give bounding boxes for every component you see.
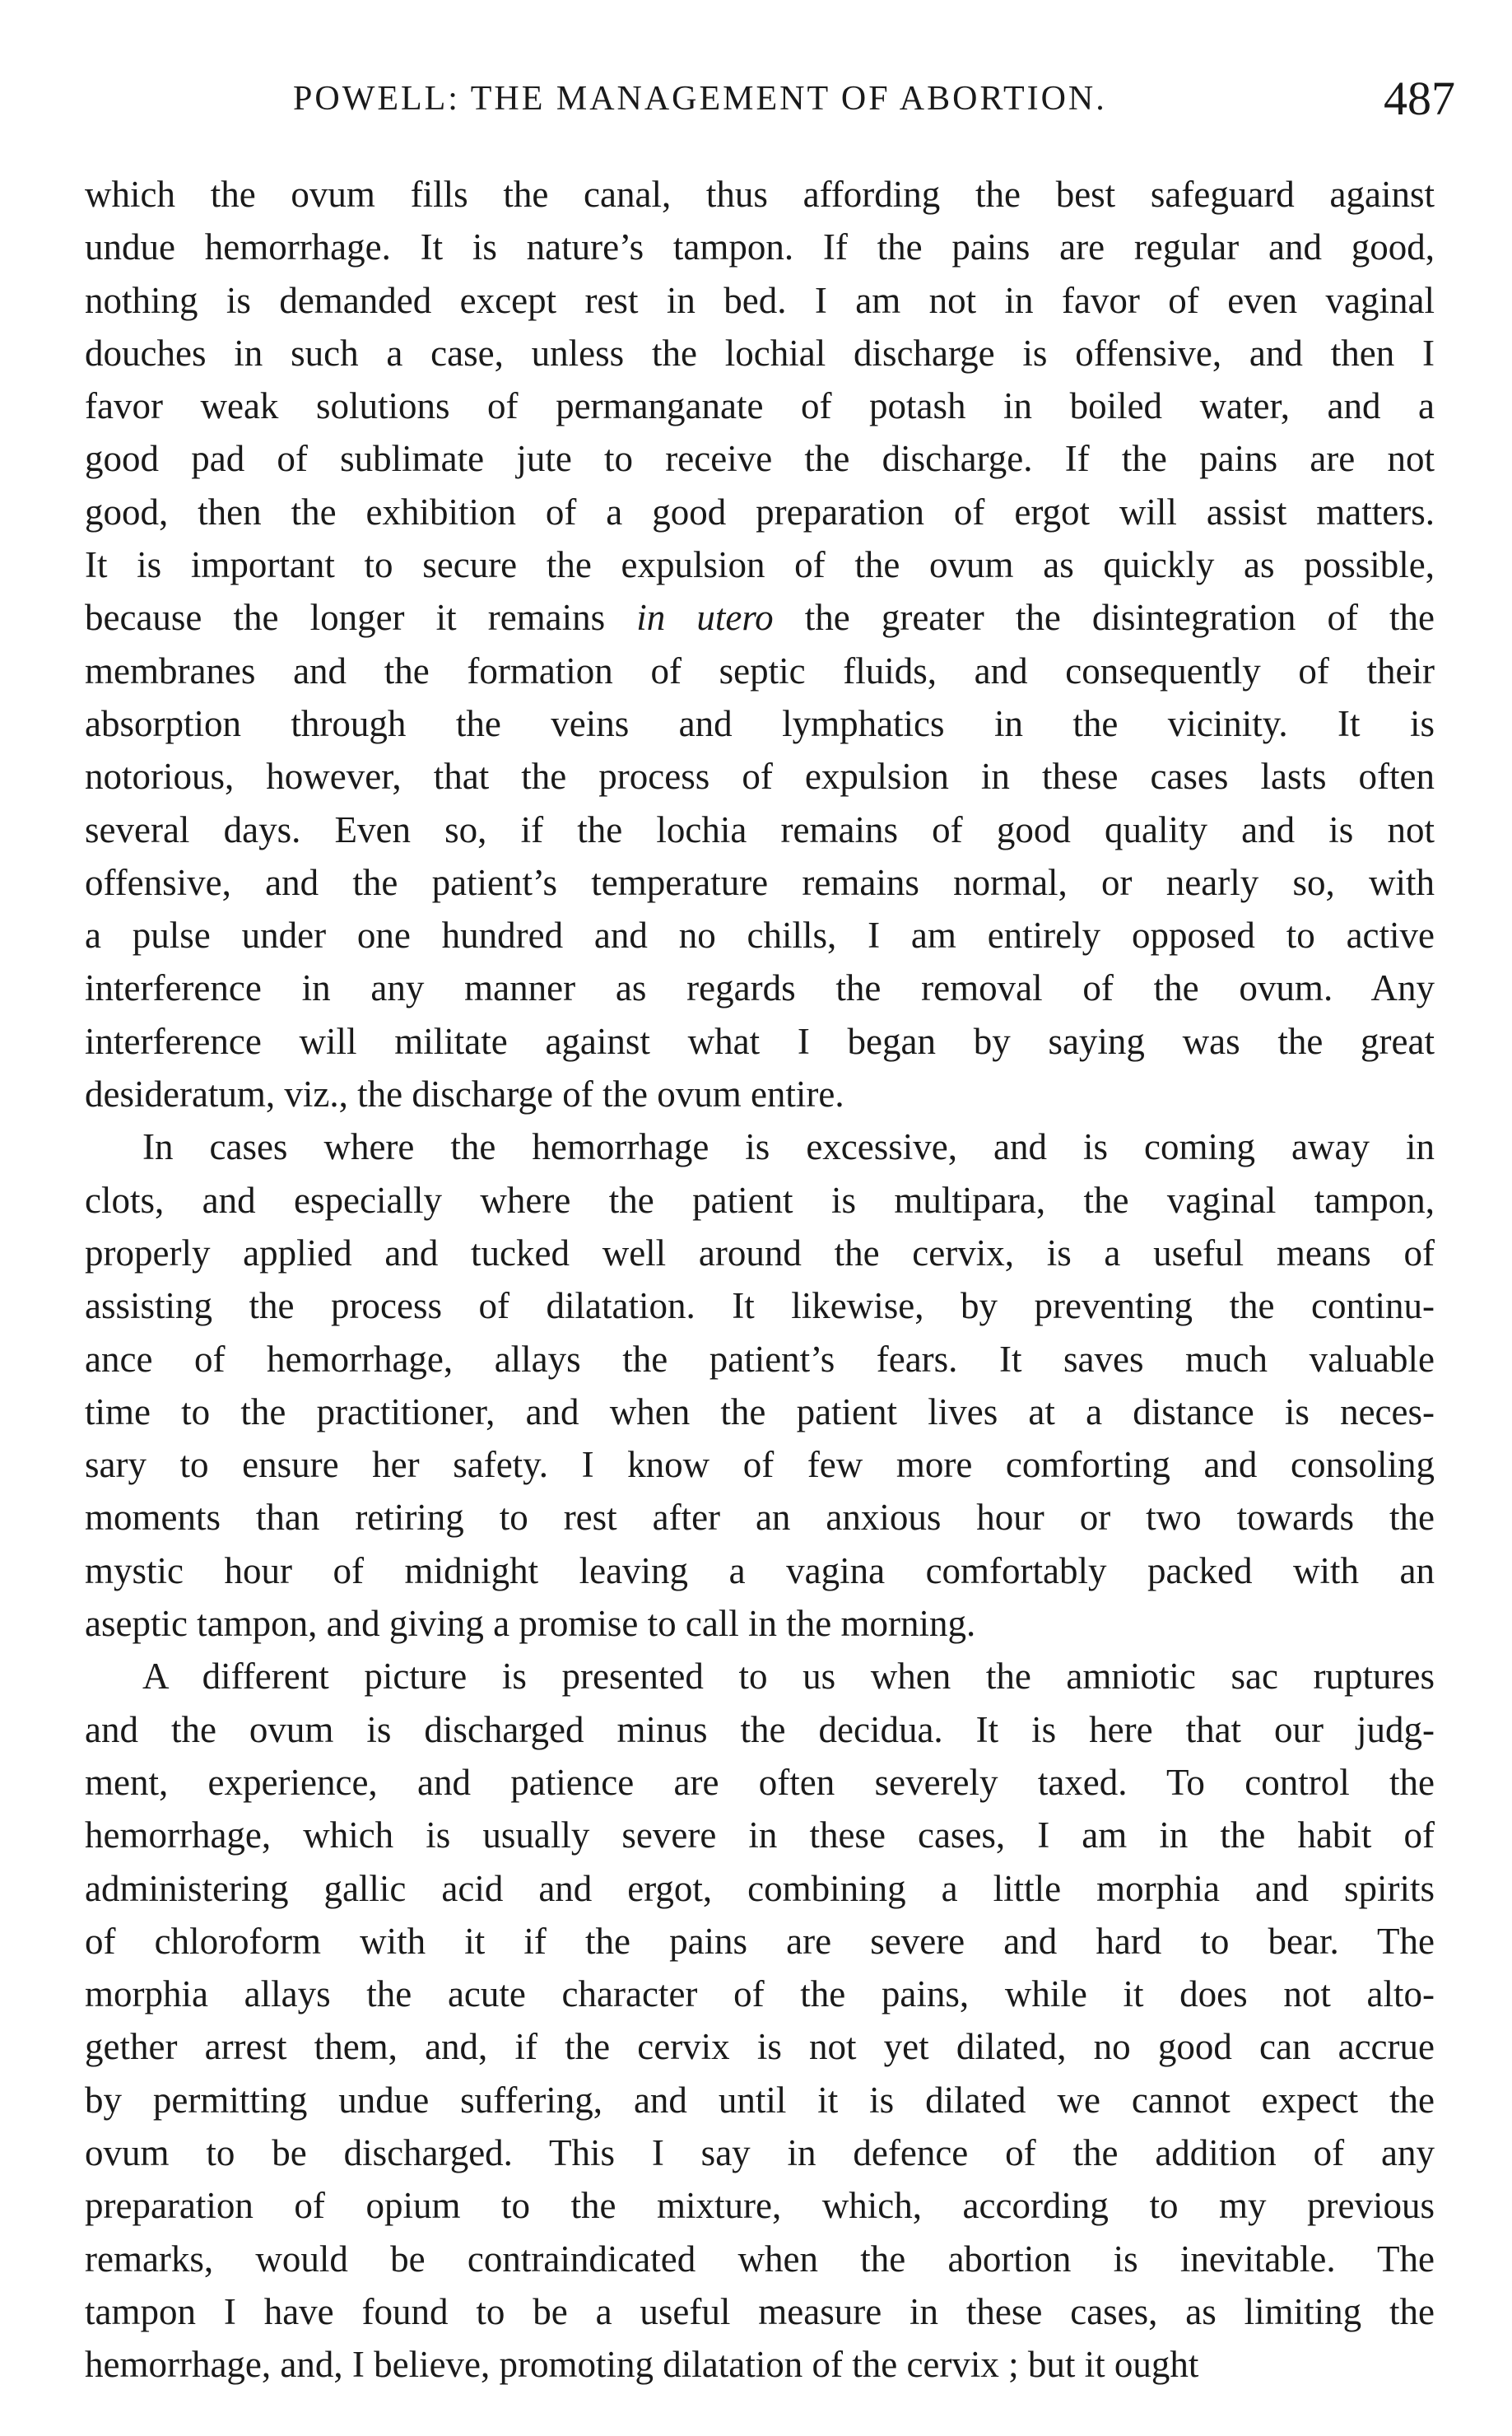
running-header (82, 71, 1482, 128)
text-line: favor weak solutions of permanganate of potash in boiled water, and a (85, 385, 1435, 427)
text-line: and the ovum is discharged minus the decidua. It is here that our judg- (85, 1708, 1435, 1750)
body-text (85, 168, 1435, 2391)
text-line: good, then the exhibition of a good preparation of ergot will assist matters. (85, 491, 1435, 533)
text-line: gether arrest them, and, if the cervix is not yet dilated, no good can accrue (85, 2026, 1435, 2068)
text-line: absorption through the veins and lymphatics in the vicinity. It is (85, 702, 1435, 744)
text-line: It is important to secure the expulsion of the ovum as quickly as possible, (85, 544, 1435, 586)
text-line: undue hemorrhage. It is nature’s tampon. If the pains are regular and good, (85, 226, 1435, 268)
text-line: interference in any manner as regards the removal of the ovum. Any (85, 967, 1435, 1009)
text-line: ovum to be discharged. This I say in defence of the addition of any (85, 2131, 1435, 2173)
text-line: douches in such a case, unless the lochial discharge is offensive, and then I (85, 332, 1435, 374)
text-line: good pad of sublimate jute to receive the discharge. If the pains are not (85, 438, 1435, 480)
text-line: because the longer it remains in utero the greater the disintegration of the (85, 597, 1435, 639)
text-line: ance of hemorrhage, allays the patient’s fears. It saves much valuable (85, 1338, 1435, 1380)
text-line: remarks, would be contraindicated when the abortion is inevitable. The (85, 2238, 1435, 2280)
text-line: properly applied and tucked well around the cervix, is a useful means of (85, 1232, 1435, 1274)
text-line: hemorrhage, which is usually severe in these cases, I am in the habit of (85, 1814, 1435, 1856)
text-line: assisting the process of dilatation. It likewise, by preventing the continu- (85, 1285, 1435, 1327)
text-line: A different picture is presented to us when the amniotic sac ruptures (142, 1656, 1435, 1698)
text-line: by permitting undue suffering, and until it is dilated we cannot expect the (85, 2079, 1435, 2121)
text-line: In cases where the hemorrhage is excessive, and is coming away in (142, 1126, 1435, 1168)
text-line: morphia allays the acute character of the pains, while it does not alto- (85, 1973, 1435, 2015)
text-line: desideratum, viz., the discharge of the ovum entire. (85, 1074, 844, 1116)
text-line: moments than retiring to rest after an anxious hour or two towards the (85, 1497, 1435, 1539)
running-title: POWELL: THE MANAGEMENT OF ABORTION. (293, 80, 1107, 118)
text-line: mystic hour of midnight leaving a vagina comfortably packed with an (85, 1549, 1435, 1591)
italic-phrase: in utero (636, 597, 774, 639)
text-line: of chloroform with it if the pains are severe and hard to bear. The (85, 1920, 1435, 1962)
text-line: time to the practitioner, and when the patient lives at a distance is neces- (85, 1390, 1435, 1432)
text-line: preparation of opium to the mixture, which, according to my previous (85, 2185, 1435, 2227)
text-line: clots, and especially where the patient is multipara, the vaginal tampon, (85, 1179, 1435, 1221)
text-line: interference will militate against what I began by saying was the great (85, 1020, 1435, 1062)
text-line: which the ovum fills the canal, thus affording the best safeguard against (85, 174, 1435, 215)
text-line: aseptic tampon, and giving a promise to call in the morning. (85, 1603, 976, 1645)
text-line: tampon I have found to be a useful measure in these cases, as limiting the (85, 2290, 1435, 2332)
text-line: several days. Even so, if the lochia remains of good quality and is not (85, 808, 1435, 850)
text-line: a pulse under one hundred and no chills, I am entirely opposed to active (85, 915, 1435, 957)
text-line: membranes and the formation of septic fluids, and consequently of their (85, 650, 1435, 692)
text-line: hemorrhage, and, I believe, promoting dilatation of the cervix ; but it ought (85, 2344, 1199, 2386)
text-line: sary to ensure her safety. I know of few more comforting and consoling (85, 1444, 1435, 1486)
text-line: administering gallic acid and ergot, combining a little morphia and spirits (85, 1867, 1435, 1909)
text-line: offensive, and the patient’s temperature remains normal, or nearly so, with (85, 861, 1435, 903)
text-line: notorious, however, that the process of expulsion in these cases lasts often (85, 756, 1435, 798)
text-line: nothing is demanded except rest in bed. I am not in favor of even vaginal (85, 279, 1435, 321)
page-number: 487 (1384, 72, 1455, 125)
text-line: ment, experience, and patience are often severely taxed. To control the (85, 1761, 1435, 1803)
